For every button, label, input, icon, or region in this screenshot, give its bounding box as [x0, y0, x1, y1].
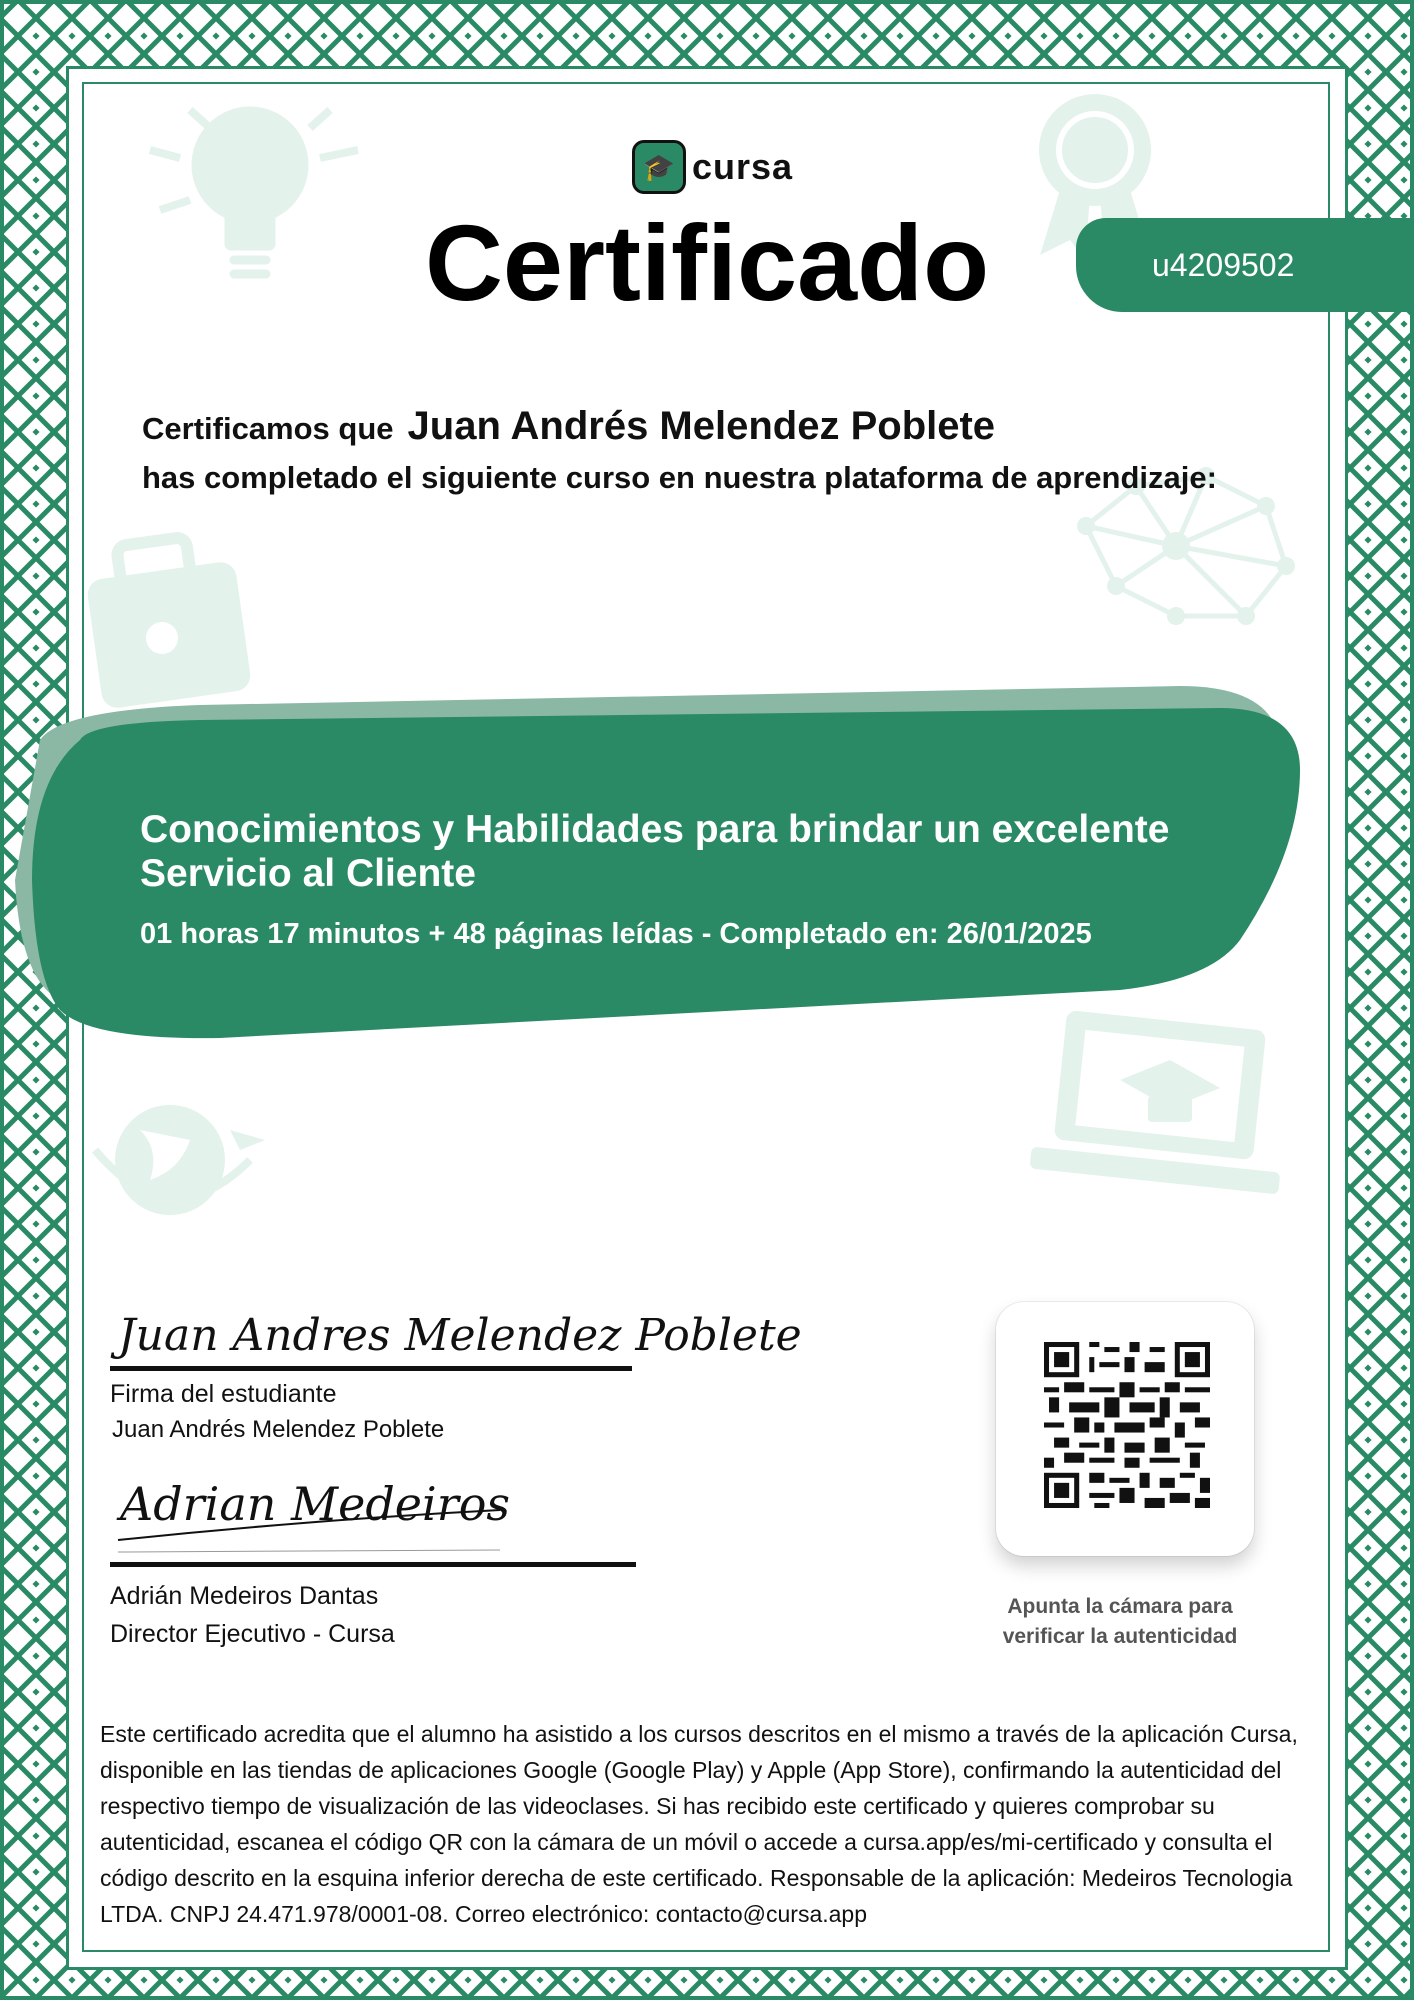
- legal-text: Este certificado acredita que el alumno ha asistido a los cursos descritos en el mismo a través de la aplicación Cursa, disponible en las tiendas de aplicaciones Google (Google Play) y Apple (App Store), confirmando la autenticidad del respectivo tiempo de visualización de las videoclases. Si has recibido este certificado y quieres comprobar su autenticidad, escanea el código QR con la cámara de un móvil o accede a cursa.app/es/mi-certificado y consulta el código descrito en la esquina inferior derecha de este certificado. Responsable de la aplicación: Medeiros Tecnologia LTDA. CNPJ 24.471.978/0001-08. Correo electrónico: contacto@cursa.app: [100, 1721, 1298, 1927]
- student-signature-text: Juan Andres Melendez Poblete: [118, 1310, 802, 1361]
- student-signature-line: [110, 1366, 632, 1371]
- course-info: [140, 808, 1260, 951]
- director-signature-line: [110, 1562, 636, 1567]
- certificate-code: u4209502: [1152, 246, 1295, 283]
- director-title: Director Ejecutivo - Cursa: [110, 1620, 395, 1648]
- certify-statement: [142, 404, 995, 449]
- qr-code-card[interactable]: [996, 1302, 1254, 1556]
- qr-code-icon[interactable]: [1044, 1342, 1210, 1508]
- qr-caption: [940, 1592, 1300, 1652]
- qr-caption-line2: verificar la autenticidad: [1002, 1625, 1238, 1648]
- student-signature-label: Firma del estudiante: [110, 1380, 337, 1408]
- globe-icon: [90, 1090, 270, 1230]
- completed-statement: has completado el siguiente curso en nuestra plataforma de aprendizaje:: [142, 460, 1217, 495]
- student-signature-name: Juan Andrés Melendez Poblete: [112, 1416, 445, 1443]
- course-name: Conocimientos y Habilidades para brindar un excelente Servicio al Cliente: [140, 808, 1170, 895]
- brand-logo-text: cursa: [692, 146, 794, 187]
- certify-intro: Certificamos que: [142, 411, 394, 446]
- qr-caption-line1: Apunta la cámara para: [1007, 1595, 1233, 1618]
- brand-logo: [632, 140, 793, 194]
- director-signature-text: Adrian Medeiros: [120, 1477, 511, 1531]
- certificate-code-badge: [1076, 218, 1414, 312]
- student-name: Juan Andrés Melendez Poblete: [407, 404, 996, 448]
- certificate-title: Certificado: [424, 202, 990, 323]
- course-details: 01 horas 17 minutos + 48 páginas leídas - Completado en: 26/01/2025: [140, 918, 1092, 950]
- director-name: Adrián Medeiros Dantas: [110, 1582, 379, 1610]
- director-signature-image: [110, 1450, 630, 1560]
- graduation-cap-icon: 🎓: [632, 140, 686, 194]
